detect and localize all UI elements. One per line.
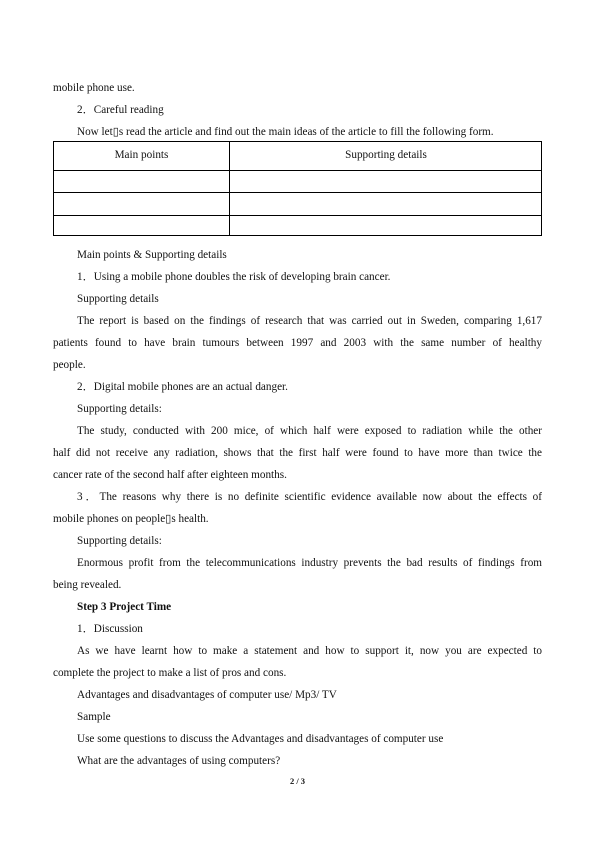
step-3-heading: Step 3 Project Time (77, 601, 172, 613)
instruction-line: Now let▯s read the article and find out the main ideas of the article to fill the following form. (77, 126, 494, 138)
paragraph-line: mobile phones on people▯s health. (53, 513, 209, 525)
table-header-supporting-details: Supporting details (345, 149, 427, 161)
discussion-heading: 1．Discussion (77, 623, 143, 635)
paragraph-line: half did not receive any radiation, shows that the first half were found to have more than twice the (53, 447, 542, 459)
section-heading-careful-reading: 2．Careful reading (77, 104, 164, 116)
paragraph-line: being revealed. (53, 579, 122, 591)
supporting-details-label: Supporting details: (77, 403, 162, 415)
sample-label: Sample (77, 711, 111, 723)
question-line: What are the advantages of using computers? (77, 755, 281, 767)
main-point-1: 1．Using a mobile phone doubles the risk of developing brain cancer. (77, 271, 391, 283)
paragraph-line: The study, conducted with 200 mice, of which half were exposed to radiation while the other (77, 425, 542, 437)
text-line: mobile phone use. (53, 82, 135, 94)
table-row (54, 171, 541, 193)
table-header-main-points: Main points (114, 149, 169, 161)
paragraph-line: Enormous profit from the telecommunications industry prevents the bad results of findings from (77, 557, 542, 569)
paragraph-line: people. (53, 359, 86, 371)
paragraph-line: cancer rate of the second half after eighteen months. (53, 469, 287, 481)
main-points-table (53, 141, 542, 236)
text-line: Advantages and disadvantages of computer use/ Mp3/ TV (77, 689, 337, 701)
main-point-3: 3．The reasons why there is no definite scientific evidence available now about the effects of (77, 491, 542, 503)
text-line: Use some questions to discuss the Advantages and disadvantages of computer use (77, 733, 444, 745)
page-number: 2 / 3 (289, 776, 306, 786)
supporting-details-label: Supporting details: (77, 535, 162, 547)
table-row (54, 193, 541, 216)
main-point-2: 2．Digital mobile phones are an actual danger. (77, 381, 288, 393)
paragraph-line: patients found to have brain tumours between 1997 and 2003 with the same number of healthy (53, 337, 542, 349)
paragraph-line: The report is based on the findings of research that was carried out in Sweden, comparing 1,617 (77, 315, 542, 327)
paragraph-line: As we have learnt how to make a statement and how to support it, now you are expected to (77, 645, 542, 657)
text-line: Main points & Supporting details (77, 249, 227, 261)
paragraph-line: complete the project to make a list of pros and cons. (53, 667, 287, 679)
supporting-details-label: Supporting details (77, 293, 159, 305)
